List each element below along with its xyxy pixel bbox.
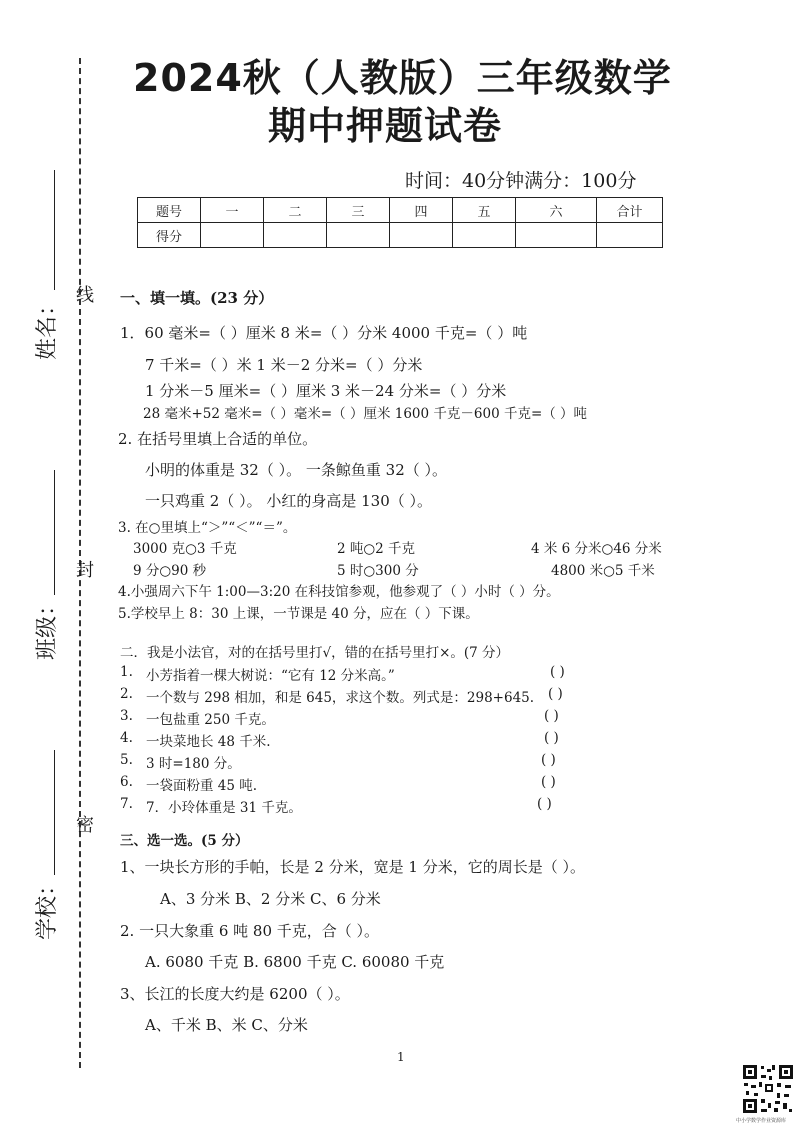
qr-code-icon: [741, 1063, 795, 1115]
s3-q1-options: A、3 分米 B、2 分米 C、6 分米: [160, 890, 381, 908]
s2-item-no: 6.: [120, 774, 133, 790]
s2-answer-paren[interactable]: ( ): [537, 796, 552, 812]
s1-q3: 3. 在○里填上“＞”“＜”“＝”。: [118, 520, 297, 536]
qr-code-graphic: [741, 1063, 795, 1115]
score-table: [137, 197, 663, 248]
s2-item-no: 1.: [120, 664, 133, 680]
s1-q1-line1: 1．60 毫米=（ ）厘米 8 米=（ ）分米 4000 千克=（ ）吨: [120, 324, 528, 342]
s1-q3-b: 2 吨○2 千克: [337, 541, 416, 557]
s2-item-text: 一个数与 298 相加，和是 645，求这个数。列式是：298+645.: [146, 690, 535, 706]
name-blank[interactable]: [54, 170, 55, 290]
s1-q3-d: 9 分○90 秒: [133, 563, 207, 579]
s1-q3-f: 4800 米○5 千米: [551, 563, 655, 579]
s2-item-text: 一袋面粉重 45 吨.: [146, 778, 258, 794]
s1-q2-line2: 一只鸡重 2（ ）。 小红的身高是 130（ ）。: [145, 492, 433, 510]
s2-item-no: 2.: [120, 686, 133, 702]
score-header-cell: 六: [516, 198, 597, 223]
s2-item-text: 3 时=180 分。: [146, 756, 241, 772]
s1-q5: 5.学校早上 8：30 上课，一节课是 40 分，应在（ ）下课。: [118, 606, 479, 622]
s2-item-no: 3.: [120, 708, 133, 724]
time-info: 时间：40分钟满分：100分: [405, 170, 637, 192]
class-blank[interactable]: [54, 470, 55, 595]
score-row-label: 得分: [138, 223, 201, 248]
s3-q2-options: A. 6080 千克 B. 6800 千克 C. 60080 千克: [145, 953, 445, 971]
s3-q2: 2. 一只大象重 6 吨 80 千克，合（ ）。: [120, 922, 380, 940]
section1-heading: 一、填一填。(23 分）: [120, 289, 274, 307]
school-label: 学校：: [35, 873, 60, 940]
exam-title-line1: 2024秋（人教版）三年级数学: [133, 56, 672, 100]
seal-word-line: 线: [73, 285, 94, 303]
score-table-header-row: [138, 198, 663, 223]
score-header-cell: 二: [264, 198, 327, 223]
school-blank[interactable]: [54, 750, 55, 875]
s1-q1-line3: 1 分米－5 厘米=（ ）厘米 3 米－24 分米=（ ）分米: [145, 382, 507, 400]
s2-item-no: 4.: [120, 730, 133, 746]
exam-title-line2: 期中押题试卷: [268, 104, 503, 148]
s1-q3-a: 3000 克○3 千克: [133, 541, 237, 557]
seal-word-seal: 封: [73, 560, 94, 578]
score-cell[interactable]: [390, 223, 453, 248]
s1-q4: 4.小强周六下午 1:00—3:20 在科技馆参观，他参观了（ ）小时（ ）分。: [118, 584, 560, 600]
score-header-cell: 五: [453, 198, 516, 223]
seal-word-secret: 密: [73, 815, 94, 833]
s2-answer-paren[interactable]: ( ): [548, 686, 563, 702]
s2-answer-paren[interactable]: ( ): [550, 664, 565, 680]
s2-item-text: 一块菜地长 48 千米.: [146, 734, 271, 750]
s2-answer-paren[interactable]: ( ): [541, 752, 556, 768]
score-cell[interactable]: [264, 223, 327, 248]
s2-item-no: 7.: [120, 796, 133, 812]
s2-item-text: 7．小玲体重是 31 千克。: [146, 800, 302, 816]
section2-heading: 二．我是小法官，对的在括号里打√，错的在括号里打×。(7 分）: [120, 645, 510, 661]
s1-q1-line2: 7 千米=（ ）米 1 米－2 分米=（ ）分米: [145, 356, 423, 374]
score-header-cell: 合计: [597, 198, 663, 223]
score-header-cell: 四: [390, 198, 453, 223]
s2-item-text: 小芳指着一棵大树说：“它有 12 分米高。”: [146, 668, 395, 684]
score-header-cell: 题号: [138, 198, 201, 223]
s3-q3: 3、长江的长度大约是 6200（ ）。: [120, 985, 350, 1003]
score-cell[interactable]: [597, 223, 663, 248]
s3-q1: 1、一块长方形的手帕，长是 2 分米，宽是 1 分米，它的周长是（ ）。: [120, 858, 585, 876]
s2-answer-paren[interactable]: ( ): [541, 774, 556, 790]
s1-q3-c: 4 米 6 分米○46 分米: [531, 541, 662, 557]
qr-caption: 中小学数学作业资源库: [736, 1118, 787, 1124]
s1-q2: 2. 在括号里填上合适的单位。: [118, 430, 318, 448]
score-cell[interactable]: [516, 223, 597, 248]
s2-item-text: 一包盐重 250 千克。: [146, 712, 275, 728]
class-label: 班级：: [35, 593, 60, 660]
score-cell[interactable]: [327, 223, 390, 248]
page-number: 1: [397, 1050, 405, 1064]
score-header-cell: 一: [201, 198, 264, 223]
score-cell[interactable]: [201, 223, 264, 248]
name-label: 姓名：: [35, 293, 60, 360]
s2-item-no: 5.: [120, 752, 133, 768]
s1-q1-line4: 28 毫米+52 毫米=（ ）毫米=（ ）厘米 1600 千克－600 千克=（ ）吨: [143, 406, 588, 422]
section3-heading: 三、选一选。(5 分）: [120, 833, 249, 849]
score-table-score-row: [138, 223, 663, 248]
score-cell[interactable]: [453, 223, 516, 248]
score-header-cell: 三: [327, 198, 390, 223]
s2-answer-paren[interactable]: ( ): [544, 730, 559, 746]
s2-answer-paren[interactable]: ( ): [544, 708, 559, 724]
s1-q2-line1: 小明的体重是 32（ ）。 一条鲸鱼重 32（ ）。: [145, 461, 448, 479]
s1-q3-e: 5 时○300 分: [337, 563, 419, 579]
s3-q3-options: A、千米 B、米 C、分米: [145, 1016, 308, 1034]
